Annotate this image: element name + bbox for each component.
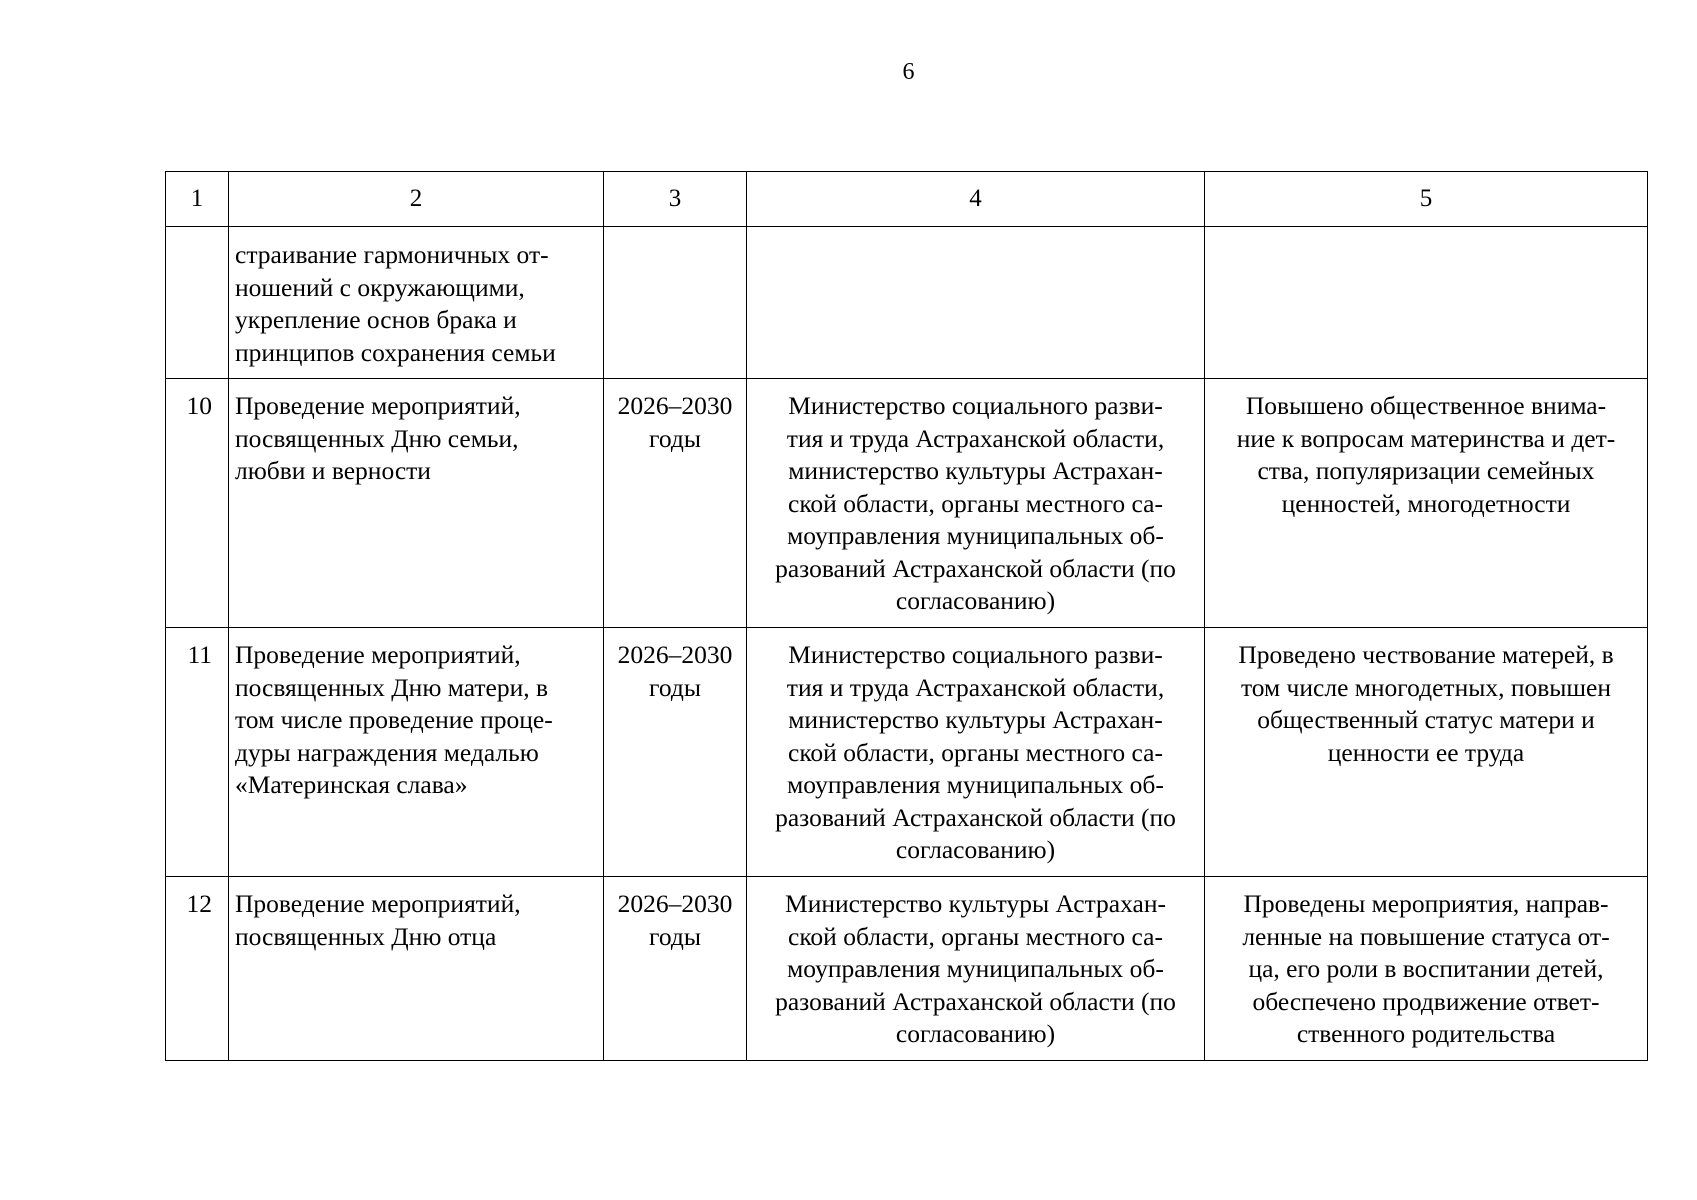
row-number-cell: 12 <box>166 877 229 1061</box>
row-number-cell: 11 <box>166 628 229 877</box>
table-row-continuation <box>166 227 1648 379</box>
result-cell <box>1205 227 1648 379</box>
period-cell: 2026–2030 годы <box>604 877 747 1061</box>
row-number-cell: 10 <box>166 379 229 628</box>
table-row <box>166 379 1648 628</box>
table-row <box>166 628 1648 877</box>
header-cell-1: 1 <box>166 172 229 227</box>
period-cell: 2026–2030 годы <box>604 628 747 877</box>
result-cell: Проведено чествование матерей, в том числе многодетных, повышен общественный статус матери и ценности ее труда <box>1205 628 1648 877</box>
event-cell: Проведение мероприятий, посвященных Дню отца <box>229 877 604 1061</box>
period-cell: 2026–2030 годы <box>604 379 747 628</box>
page-number: 6 <box>902 59 915 85</box>
event-cell: страивание гармоничных от- ношений с окружающими, укрепление основ брака и принципов сохранения семьи <box>229 227 604 379</box>
executor-cell: Министерство культуры Астрахан- ской области, органы местного са- моуправления муниципальных об- разований Астраханской области (по согласованию) <box>747 877 1205 1061</box>
events-table <box>165 171 1648 1061</box>
period-cell <box>604 227 747 379</box>
header-cell-5: 5 <box>1205 172 1648 227</box>
header-cell-4: 4 <box>747 172 1205 227</box>
table-header-row <box>166 172 1648 227</box>
result-cell: Проведены мероприятия, направ- ленные на повышение статуса от- ца, его роли в воспитании детей, обеспечено продвижение ответ- ственного родительства <box>1205 877 1648 1061</box>
row-number-cell <box>166 227 229 379</box>
executor-cell: Министерство социального разви- тия и труда Астраханской области, министерство культуры Астрахан- ской области, органы местного са- моуправления муниципальных об- разований Астраханской области (по согласованию) <box>747 379 1205 628</box>
header-cell-3: 3 <box>604 172 747 227</box>
table-row <box>166 877 1648 1061</box>
event-cell: Проведение мероприятий, посвященных Дню семьи, любви и верности <box>229 379 604 628</box>
result-cell: Повышено общественное внима- ние к вопросам материнства и дет- ства, популяризации семейных ценностей, многодетности <box>1205 379 1648 628</box>
executor-cell: Министерство социального разви- тия и труда Астраханской области, министерство культуры Астрахан- ской области, органы местного са- моуправления муниципальных об- разований Астраханской области (по согласованию) <box>747 628 1205 877</box>
header-cell-2: 2 <box>229 172 604 227</box>
event-cell: Проведение мероприятий, посвященных Дню матери, в том числе проведение проце- дуры награждения медалью «Материнская слава» <box>229 628 604 877</box>
executor-cell <box>747 227 1205 379</box>
